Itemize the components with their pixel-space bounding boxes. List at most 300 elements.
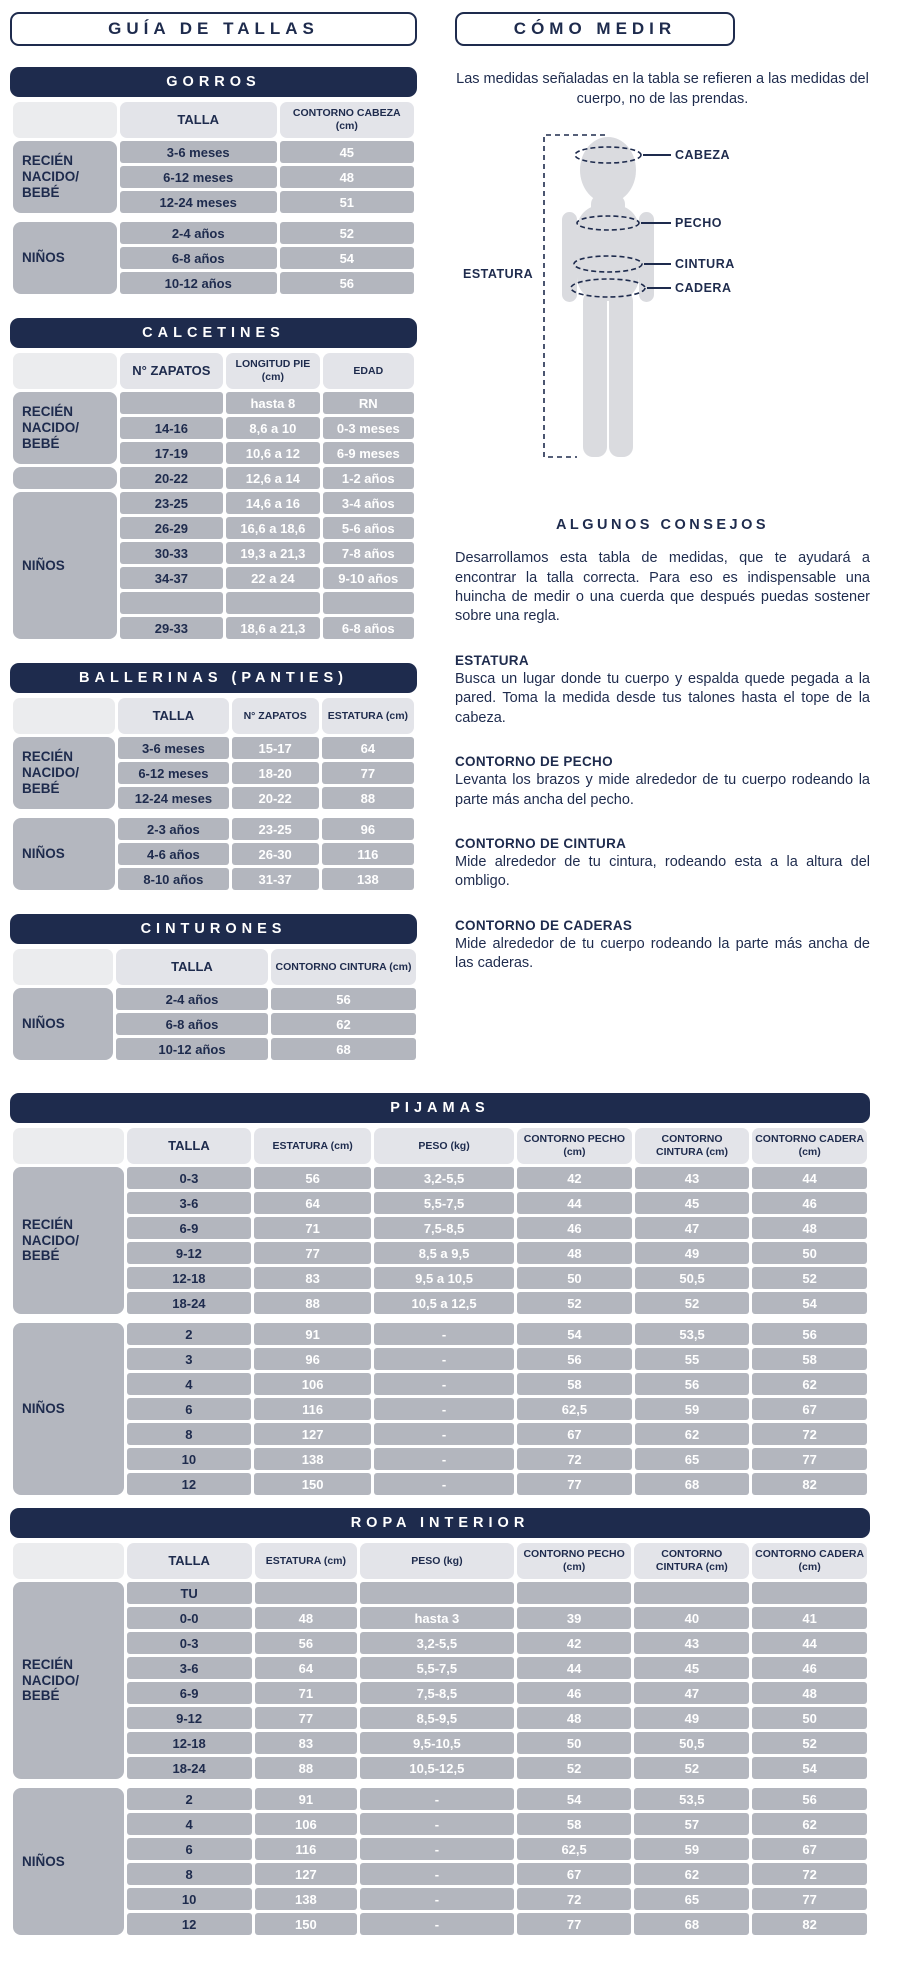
child-silhouette bbox=[562, 137, 654, 457]
table-row bbox=[13, 1732, 867, 1754]
table-cell: 2-3 años bbox=[118, 818, 228, 840]
table-cell bbox=[226, 592, 319, 614]
table-row bbox=[13, 222, 414, 244]
group-label: NIÑOS bbox=[13, 1323, 124, 1495]
table-cell: 72 bbox=[517, 1448, 632, 1470]
table-cell: 46 bbox=[517, 1217, 632, 1239]
table-cell: 6-8 años bbox=[120, 247, 277, 269]
consejos-title: ALGUNOS CONSEJOS bbox=[555, 517, 770, 534]
group-spacer bbox=[13, 1317, 867, 1320]
table-cell: 18-20 bbox=[232, 762, 319, 784]
table-cell: 52 bbox=[634, 1757, 749, 1779]
header-row bbox=[13, 698, 414, 734]
table-cell: - bbox=[374, 1423, 514, 1445]
table-cell: 18,6 a 21,3 bbox=[226, 617, 319, 639]
table-cell: 77 bbox=[517, 1913, 632, 1935]
table-row bbox=[13, 988, 416, 1010]
table-cell: 116 bbox=[254, 1398, 371, 1420]
table-cell: 6-9 bbox=[127, 1217, 252, 1239]
group-label: RECIÉN NACIDO/ BEBÉ bbox=[13, 1582, 124, 1779]
table-cell: 23-25 bbox=[120, 492, 224, 514]
table-row bbox=[13, 1788, 867, 1810]
table-row bbox=[13, 1448, 867, 1470]
table-row bbox=[13, 392, 414, 414]
column-header: CONTORNO CADERA (cm) bbox=[752, 1128, 867, 1164]
tables-column bbox=[10, 12, 417, 1063]
consejo-text: Busca un lugar donde tu cuerpo y espalda quede pegada a la pared. Toma la medida desde tus talones hasta el tope de la cabeza. bbox=[455, 670, 870, 726]
table-pijamas bbox=[10, 1093, 870, 1498]
table-row bbox=[13, 1348, 867, 1370]
table-row bbox=[13, 1757, 867, 1779]
table-cell: 18-24 bbox=[127, 1757, 252, 1779]
table-cell: 20-22 bbox=[232, 787, 319, 809]
table-cell: 48 bbox=[517, 1242, 632, 1264]
consejo-text: Levanta los brazos y mide alrededor de tu cuerpo rodeando la parte más ancha del pecho. bbox=[455, 772, 870, 808]
table-row bbox=[13, 737, 414, 759]
table-row bbox=[13, 1682, 867, 1704]
table-cell: 6 bbox=[127, 1398, 252, 1420]
table-cell: 3-6 meses bbox=[118, 737, 228, 759]
table-cell: 3-6 bbox=[127, 1657, 252, 1679]
table-cell: 46 bbox=[517, 1682, 632, 1704]
table-cell: 26-30 bbox=[232, 843, 319, 865]
table-cell: 127 bbox=[254, 1423, 371, 1445]
table-row bbox=[13, 1292, 867, 1314]
table-cell: - bbox=[360, 1913, 514, 1935]
column-header: TALLA bbox=[127, 1543, 252, 1579]
table-cell: 62 bbox=[752, 1813, 867, 1835]
table-cell: 45 bbox=[634, 1657, 749, 1679]
table-cell: 77 bbox=[255, 1707, 357, 1729]
table-cell: 6-8 años bbox=[323, 617, 414, 639]
table-row bbox=[13, 492, 414, 514]
table-cell: 5,5-7,5 bbox=[374, 1192, 514, 1214]
table-cell: 2-4 años bbox=[116, 988, 268, 1010]
corner-chip bbox=[13, 1543, 124, 1579]
table-cell: 12-18 bbox=[127, 1732, 252, 1754]
table-cell: 106 bbox=[254, 1373, 371, 1395]
table-cell: 4 bbox=[127, 1813, 252, 1835]
table-cell: 42 bbox=[517, 1167, 632, 1189]
table-cell: 43 bbox=[634, 1632, 749, 1654]
table-cell bbox=[360, 1582, 514, 1604]
group-label: NIÑOS bbox=[13, 1788, 124, 1935]
corner-chip bbox=[13, 353, 117, 389]
table-cell: 14,6 a 16 bbox=[226, 492, 319, 514]
table-cell: 46 bbox=[752, 1657, 867, 1679]
table-row bbox=[13, 141, 414, 163]
table-cell: 12 bbox=[127, 1473, 252, 1495]
figure-label-cintura: CINTURA bbox=[675, 257, 735, 272]
header-row bbox=[13, 102, 414, 138]
table-cell: 39 bbox=[517, 1607, 632, 1629]
table-cell: 96 bbox=[322, 818, 414, 840]
table-cell: 88 bbox=[322, 787, 414, 809]
table-cell: 65 bbox=[635, 1448, 750, 1470]
page-title bbox=[10, 12, 417, 46]
table-cell: 54 bbox=[752, 1757, 867, 1779]
table-cell: 96 bbox=[254, 1348, 371, 1370]
table-cell: 62 bbox=[635, 1423, 750, 1445]
table-cell: hasta 8 bbox=[226, 392, 319, 414]
size-table bbox=[10, 1125, 870, 1498]
table-cell: 10-12 años bbox=[116, 1038, 268, 1060]
table-cell: 91 bbox=[255, 1788, 357, 1810]
table-row bbox=[13, 1657, 867, 1679]
column-header: CONTORNO CADERA (cm) bbox=[752, 1543, 867, 1579]
consejo-section bbox=[455, 836, 870, 892]
size-table bbox=[10, 1540, 870, 1938]
table-cell bbox=[752, 1582, 867, 1604]
table-cell: 82 bbox=[752, 1473, 867, 1495]
table-cell: 56 bbox=[255, 1632, 357, 1654]
size-table bbox=[10, 350, 417, 642]
table-cell: 5,5-7,5 bbox=[360, 1657, 514, 1679]
table-cell: 17-19 bbox=[120, 442, 224, 464]
table-row bbox=[13, 1373, 867, 1395]
como-medir-title bbox=[455, 12, 735, 46]
group-spacer bbox=[13, 812, 414, 815]
table-cell: 6-9 meses bbox=[323, 442, 414, 464]
table-cell: 3-6 bbox=[127, 1192, 252, 1214]
column-header: CONTORNO CINTURA (cm) bbox=[634, 1543, 749, 1579]
column-header: N° ZAPATOS bbox=[120, 353, 224, 389]
table-cell: 7,5-8,5 bbox=[360, 1682, 514, 1704]
table-cell: 2-4 años bbox=[120, 222, 277, 244]
table-cell: 150 bbox=[255, 1913, 357, 1935]
table-band-title: BALLERINAS (PANTIES) bbox=[10, 663, 417, 693]
table-cell: RN bbox=[323, 392, 414, 414]
table-row bbox=[13, 1167, 867, 1189]
table-cell: 44 bbox=[752, 1167, 867, 1189]
table-cell: 53,5 bbox=[635, 1323, 750, 1345]
table-cell: 83 bbox=[255, 1732, 357, 1754]
table-cell: 6-12 meses bbox=[120, 166, 277, 188]
como-medir-column bbox=[455, 12, 870, 974]
table-cell: 12-24 meses bbox=[120, 191, 277, 213]
column-header: PESO (kg) bbox=[374, 1128, 514, 1164]
table-cell: 18-24 bbox=[127, 1292, 252, 1314]
table-cell: 1-2 años bbox=[323, 467, 414, 489]
table-cell: 48 bbox=[280, 166, 414, 188]
table-cell: 62 bbox=[634, 1863, 749, 1885]
table-cell: 58 bbox=[752, 1348, 867, 1370]
table-cell: 72 bbox=[752, 1863, 867, 1885]
column-header: ESTATURA (cm) bbox=[254, 1128, 371, 1164]
table-cell: 45 bbox=[280, 141, 414, 163]
table-cell: 64 bbox=[322, 737, 414, 759]
table-row bbox=[13, 1813, 867, 1835]
group-spacer bbox=[13, 216, 414, 219]
table-cell: 77 bbox=[752, 1448, 867, 1470]
table-cell: 22 a 24 bbox=[226, 567, 319, 589]
column-header: TALLA bbox=[120, 102, 277, 138]
table-cell: 9-10 años bbox=[323, 567, 414, 589]
consejo-text: Mide alrededor de tu cuerpo rodeando la parte más ancha de las caderas. bbox=[455, 935, 870, 972]
consejo-text: Mide alrededor de tu cintura, rodeando esta a la altura del ombligo. bbox=[455, 853, 870, 890]
table-cell: 9,5 a 10,5 bbox=[374, 1267, 514, 1289]
header-row bbox=[13, 353, 414, 389]
table-cell: 68 bbox=[635, 1473, 750, 1495]
table-cell: 6-8 años bbox=[116, 1013, 268, 1035]
consejo-section bbox=[455, 653, 870, 728]
table-cell: 3,2-5,5 bbox=[374, 1167, 514, 1189]
table-cell: 31-37 bbox=[232, 868, 319, 890]
table-cell: 10,6 a 12 bbox=[226, 442, 319, 464]
table-cell: 53,5 bbox=[634, 1788, 749, 1810]
table-ropa-interior bbox=[10, 1508, 870, 1938]
table-cell: 54 bbox=[752, 1292, 867, 1314]
table-cell bbox=[323, 592, 414, 614]
table-cell: 52 bbox=[752, 1267, 867, 1289]
table-cell: 77 bbox=[254, 1242, 371, 1264]
size-table bbox=[10, 946, 419, 1063]
consejo-section bbox=[455, 754, 870, 810]
table-cell: - bbox=[374, 1448, 514, 1470]
table-cell: 3-4 años bbox=[323, 492, 414, 514]
table-cell: 55 bbox=[635, 1348, 750, 1370]
table-cell: - bbox=[360, 1813, 514, 1835]
table-cell: 40 bbox=[634, 1607, 749, 1629]
figure-label-cadera: CADERA bbox=[675, 281, 732, 296]
table-cell: - bbox=[360, 1838, 514, 1860]
table-cell: 62,5 bbox=[517, 1838, 632, 1860]
table-cell: 20-22 bbox=[120, 467, 224, 489]
table-cell: hasta 3 bbox=[360, 1607, 514, 1629]
table-row bbox=[13, 1423, 867, 1445]
como-medir-intro: Las medidas señaladas en la tabla se refieren a las medidas del cuerpo, no de las prendas. bbox=[456, 71, 869, 107]
table-gorros bbox=[10, 67, 417, 297]
table-cell bbox=[120, 392, 224, 414]
table-cell: 0-3 bbox=[127, 1632, 252, 1654]
table-cell: 10 bbox=[127, 1888, 252, 1910]
consejo-title: CONTORNO DE CINTURA bbox=[455, 835, 627, 851]
header-row bbox=[13, 1128, 867, 1164]
table-cell: 56 bbox=[254, 1167, 371, 1189]
table-cell: 83 bbox=[254, 1267, 371, 1289]
table-cell: 19,3 a 21,3 bbox=[226, 542, 319, 564]
table-cell: 54 bbox=[517, 1788, 632, 1810]
table-cell: 4-6 años bbox=[118, 843, 228, 865]
size-table bbox=[10, 99, 417, 297]
group-label: RECIÉN NACIDO/ BEBÉ bbox=[13, 392, 117, 464]
table-cell: 52 bbox=[752, 1732, 867, 1754]
table-cell: 26-29 bbox=[120, 517, 224, 539]
table-row bbox=[13, 1888, 867, 1910]
table-cell: - bbox=[360, 1888, 514, 1910]
table-cell bbox=[517, 1582, 632, 1604]
table-cell: 54 bbox=[517, 1323, 632, 1345]
table-cell: 82 bbox=[752, 1913, 867, 1935]
column-header: CONTORNO PECHO (cm) bbox=[517, 1543, 632, 1579]
table-cell: 46 bbox=[752, 1192, 867, 1214]
table-ballerinas bbox=[10, 663, 417, 893]
consejo-title: ESTATURA bbox=[455, 652, 529, 668]
table-cell: 10,5 a 12,5 bbox=[374, 1292, 514, 1314]
table-row bbox=[13, 1838, 867, 1860]
table-cell: 3,2-5,5 bbox=[360, 1632, 514, 1654]
table-cell: 0-3 meses bbox=[323, 417, 414, 439]
group-label bbox=[13, 467, 117, 489]
table-band-title: CINTURONES bbox=[10, 914, 417, 944]
column-header: CONTORNO CABEZA (cm) bbox=[280, 102, 414, 138]
table-cell: - bbox=[374, 1398, 514, 1420]
table-cell: 77 bbox=[752, 1888, 867, 1910]
table-cell: 91 bbox=[254, 1323, 371, 1345]
table-cell: - bbox=[360, 1788, 514, 1810]
table-row bbox=[13, 1323, 867, 1345]
table-band-title: ROPA INTERIOR bbox=[10, 1508, 870, 1538]
column-header: TALLA bbox=[116, 949, 268, 985]
table-cell: 47 bbox=[635, 1217, 750, 1239]
table-row bbox=[13, 1863, 867, 1885]
table-cell: 116 bbox=[322, 843, 414, 865]
table-band-title: PIJAMAS bbox=[10, 1093, 870, 1123]
figure-label-pecho: PECHO bbox=[675, 216, 722, 231]
column-header: ESTATURA (cm) bbox=[255, 1543, 357, 1579]
table-cell: 34-37 bbox=[120, 567, 224, 589]
table-cell: 52 bbox=[635, 1292, 750, 1314]
table-cell: 41 bbox=[752, 1607, 867, 1629]
table-cell: 138 bbox=[322, 868, 414, 890]
group-label: NIÑOS bbox=[13, 818, 115, 890]
table-cell: 15-17 bbox=[232, 737, 319, 759]
corner-chip bbox=[13, 1128, 124, 1164]
table-cell: - bbox=[374, 1373, 514, 1395]
table-cell: 59 bbox=[635, 1398, 750, 1420]
group-label: NIÑOS bbox=[13, 222, 117, 294]
table-row bbox=[13, 1192, 867, 1214]
table-cell: 6-9 bbox=[127, 1682, 252, 1704]
table-cell: 4 bbox=[127, 1373, 252, 1395]
consejo-title: CONTORNO DE PECHO bbox=[455, 754, 613, 770]
consejo-section bbox=[455, 918, 870, 974]
table-band-title: GORROS bbox=[10, 67, 417, 97]
table-row bbox=[13, 1398, 867, 1420]
table-cell: 14-16 bbox=[120, 417, 224, 439]
table-cell: 12 bbox=[127, 1913, 252, 1935]
table-cinturones bbox=[10, 914, 417, 1063]
table-cell: 30-33 bbox=[120, 542, 224, 564]
table-cell: 6 bbox=[127, 1838, 252, 1860]
header-row bbox=[13, 1543, 867, 1579]
header-row bbox=[13, 949, 416, 985]
table-cell: 10 bbox=[127, 1448, 252, 1470]
table-cell: 71 bbox=[254, 1217, 371, 1239]
table-cell: 62 bbox=[271, 1013, 416, 1035]
table-cell: 12-18 bbox=[127, 1267, 252, 1289]
table-row bbox=[13, 467, 414, 489]
table-cell: 0-3 bbox=[127, 1167, 252, 1189]
table-cell: 2 bbox=[127, 1788, 252, 1810]
table-cell: 16,6 a 18,6 bbox=[226, 517, 319, 539]
table-cell: 5-6 años bbox=[323, 517, 414, 539]
table-calcetines bbox=[10, 318, 417, 642]
table-row bbox=[13, 1473, 867, 1495]
figure-label-cabeza: CABEZA bbox=[675, 148, 731, 163]
table-cell: 48 bbox=[517, 1707, 632, 1729]
table-row bbox=[13, 1632, 867, 1654]
table-cell: 48 bbox=[752, 1217, 867, 1239]
table-row bbox=[13, 1267, 867, 1289]
table-cell: 7-8 años bbox=[323, 542, 414, 564]
table-cell: 67 bbox=[517, 1423, 632, 1445]
column-header: TALLA bbox=[118, 698, 228, 734]
table-cell bbox=[255, 1582, 357, 1604]
column-header: CONTORNO CINTURA (cm) bbox=[635, 1128, 750, 1164]
table-row bbox=[13, 1242, 867, 1264]
group-label: RECIÉN NACIDO/ BEBÉ bbox=[13, 1167, 124, 1314]
table-cell: 0-0 bbox=[127, 1607, 252, 1629]
table-cell: 52 bbox=[517, 1757, 632, 1779]
table-cell: 68 bbox=[634, 1913, 749, 1935]
table-cell bbox=[120, 592, 224, 614]
table-cell: 64 bbox=[254, 1192, 371, 1214]
table-cell: 50 bbox=[517, 1267, 632, 1289]
table-cell: 116 bbox=[255, 1838, 357, 1860]
group-label: RECIÉN NACIDO/ BEBÉ bbox=[13, 737, 115, 809]
table-cell: 9,5-10,5 bbox=[360, 1732, 514, 1754]
table-cell: 23-25 bbox=[232, 818, 319, 840]
column-header: PESO (kg) bbox=[360, 1543, 514, 1579]
consejos-intro: Desarrollamos esta tabla de medidas, que te ayudará a encontrar la talla correcta. Para eso es indispensable una huincha de medir o una cuerda que después puedas sostener sobre una regla. bbox=[455, 550, 870, 625]
table-cell: 106 bbox=[255, 1813, 357, 1835]
table-cell bbox=[634, 1582, 749, 1604]
table-cell: 72 bbox=[752, 1423, 867, 1445]
table-cell: 67 bbox=[517, 1863, 632, 1885]
table-cell: 9-12 bbox=[127, 1707, 252, 1729]
table-cell: 71 bbox=[255, 1682, 357, 1704]
table-cell: 52 bbox=[280, 222, 414, 244]
table-cell: - bbox=[374, 1473, 514, 1495]
table-cell: 43 bbox=[635, 1167, 750, 1189]
table-cell: 88 bbox=[255, 1757, 357, 1779]
table-cell: 57 bbox=[634, 1813, 749, 1835]
table-cell: 67 bbox=[752, 1398, 867, 1420]
table-cell: 47 bbox=[634, 1682, 749, 1704]
table-cell: 62 bbox=[752, 1373, 867, 1395]
table-cell: 56 bbox=[271, 988, 416, 1010]
table-cell: TU bbox=[127, 1582, 252, 1604]
column-header: EDAD bbox=[323, 353, 414, 389]
figure-label-estatura: ESTATURA bbox=[463, 267, 534, 282]
table-cell: 8,5 a 9,5 bbox=[374, 1242, 514, 1264]
table-cell: 58 bbox=[517, 1813, 632, 1835]
table-row bbox=[13, 1707, 867, 1729]
table-row bbox=[13, 1913, 867, 1935]
corner-chip bbox=[13, 949, 113, 985]
column-header: N° ZAPATOS bbox=[232, 698, 319, 734]
table-cell: 56 bbox=[517, 1348, 632, 1370]
table-cell: 56 bbox=[752, 1788, 867, 1810]
table-cell: 68 bbox=[271, 1038, 416, 1060]
table-cell: 12-24 meses bbox=[118, 787, 228, 809]
table-cell: 8 bbox=[127, 1423, 252, 1445]
table-cell: 3-6 meses bbox=[120, 141, 277, 163]
table-cell: 77 bbox=[322, 762, 414, 784]
table-cell: 127 bbox=[255, 1863, 357, 1885]
table-cell: 50 bbox=[517, 1732, 632, 1754]
table-cell: 72 bbox=[517, 1888, 632, 1910]
corner-chip bbox=[13, 698, 115, 734]
column-header: LONGITUD PIE (cm) bbox=[226, 353, 319, 389]
table-cell: 67 bbox=[752, 1838, 867, 1860]
table-cell: 2 bbox=[127, 1323, 252, 1345]
table-cell: 49 bbox=[635, 1242, 750, 1264]
table-row bbox=[13, 1582, 867, 1604]
table-cell: 56 bbox=[635, 1373, 750, 1395]
table-cell: 58 bbox=[517, 1373, 632, 1395]
